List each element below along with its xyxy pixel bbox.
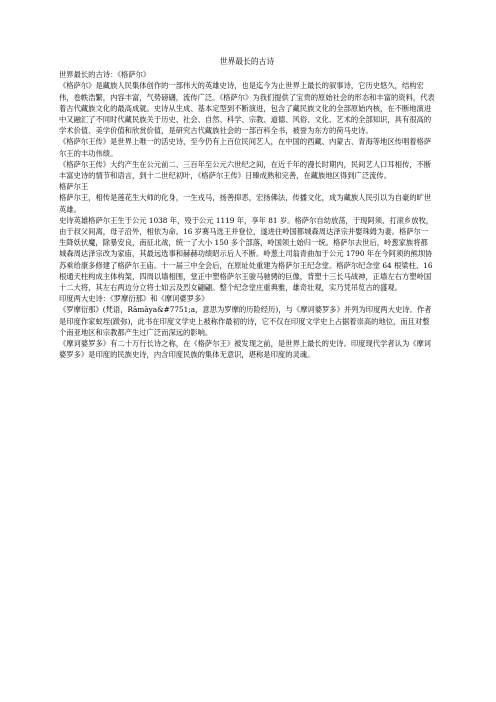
paragraph: 格萨尔王，相传是莲花生大师的化身，一生戎马，扬善抑恶，宏扬佛法，传播文化，成为藏族人民引以为自豪的旷世英雄。 <box>59 193 432 214</box>
paragraph: 史诗英雄格萨尔王生于公元 1038 年，殁于公元 1119 年，享年 81 岁。格萨尔自幼放荡，于现阿须、打滚乡放牧，由于叔父间离，母子沿外，相依为命。16 岁赛马选王并登位，遂进住岭国都城森周达泽宗并娶珠姆为妻。格萨尔一生降妖伏魔，除暴安良，南征北战，统一了大小 150 多个部落，岭国领土始归一统。格萨尔去世后，岭葱家族将都城森周达泽宗改为家庙，其最远选事和赫赫功绩昭示后人不断。岭葱土司翁青曲加于公元 1790 年在今阿须的熊坝协苏乘给康多修建了格萨尔王庙。十一届三中全会后，在原址处重建为格萨尔王纪念堂。格萨尔纪念堂 64 根梁柱、16 根通天柱构成主体构架，四周以墙相围，堂正中塑格萨尔王骏马驰骋的巨像，背塑十三长马战神，正墙左右方塑岭国十二大将，其左右两边分立将士如云及烈女翩翩。整个纪念堂庄重典雅，雄奇壮观，实乃凭吊览古的盛观。 <box>59 215 434 293</box>
document-title: 世界最长的古诗 <box>219 57 275 66</box>
paragraph: 《格萨尔王传》是世界上唯一的活史诗，至今仍有上百位民间艺人，在中国的西藏、内蒙古、青海等地区传唱着格萨尔王的丰功伟绩。 <box>59 137 432 158</box>
document-page <box>59 56 435 360</box>
section-heading-king-gesar: 格萨尔王 <box>59 182 89 192</box>
paragraph: 《罗摩衍那》(梵语，Rāmāya&#7751;a，意思为罗摩的历险经历)，与《摩诃婆罗多》并列为印度两大史诗。作者是印度作家蚁垤(跋弥)，此书在印度文学史上被称作最初的诗，它不仅在印度文学史上占据着崇高的地位，而且对整个南亚地区和宗教都产生过广泛而深远的影响。 <box>59 305 432 337</box>
paragraph: 《格萨尔》是藏族人民集体创作的一部伟大的英雄史诗，也是迄今为止世界上最长的叙事诗，它历史悠久，结构宏伟，卷帙浩繁，内容丰富，气势磅礴，流传广泛。《格萨尔》为我们提供了宝贵的原始社会的形态和丰富的资料，代表着古代藏族文化的最高成就。史诗从生成、基本定型到不断演进，包含了藏民族文化的全部原始内核，在不断地演进中又融汇了不同时代藏民族关于历史、社会、自然、科学、宗教、道德、风俗、文化、艺术的全部知识，具有很高的学术价值、美学价值和欣赏价值，是研究古代藏族社会的一部百科全书，被誉为东方的荷马史诗。 <box>59 81 435 136</box>
section-heading-gesar: 世界最长的古诗：《格萨尔》 <box>59 70 151 80</box>
paragraph: 《格萨尔王传》大约产生在公元前二、三百年至公元六世纪之间，在近千年的漫长时期内，民间艺人口耳相传，不断丰富史诗的情节和语言，到十二世纪初叶，《格萨尔王传》日臻成熟和完善，在藏族地区得到广泛流传。 <box>59 159 432 181</box>
paragraph: 《摩诃婆罗多》有二十万行长诗之称，在《格萨尔王》被发现之前，是世界上最长的史诗。印度现代学者认为《摩诃婆罗多》是印度的民族史诗，内含印度民族的集体无意识，堪称是印度的灵魂。 <box>59 339 432 360</box>
section-heading-india-epics: 印度两大史诗：《罗摩衍那》和《摩诃婆罗多》 <box>59 294 209 304</box>
